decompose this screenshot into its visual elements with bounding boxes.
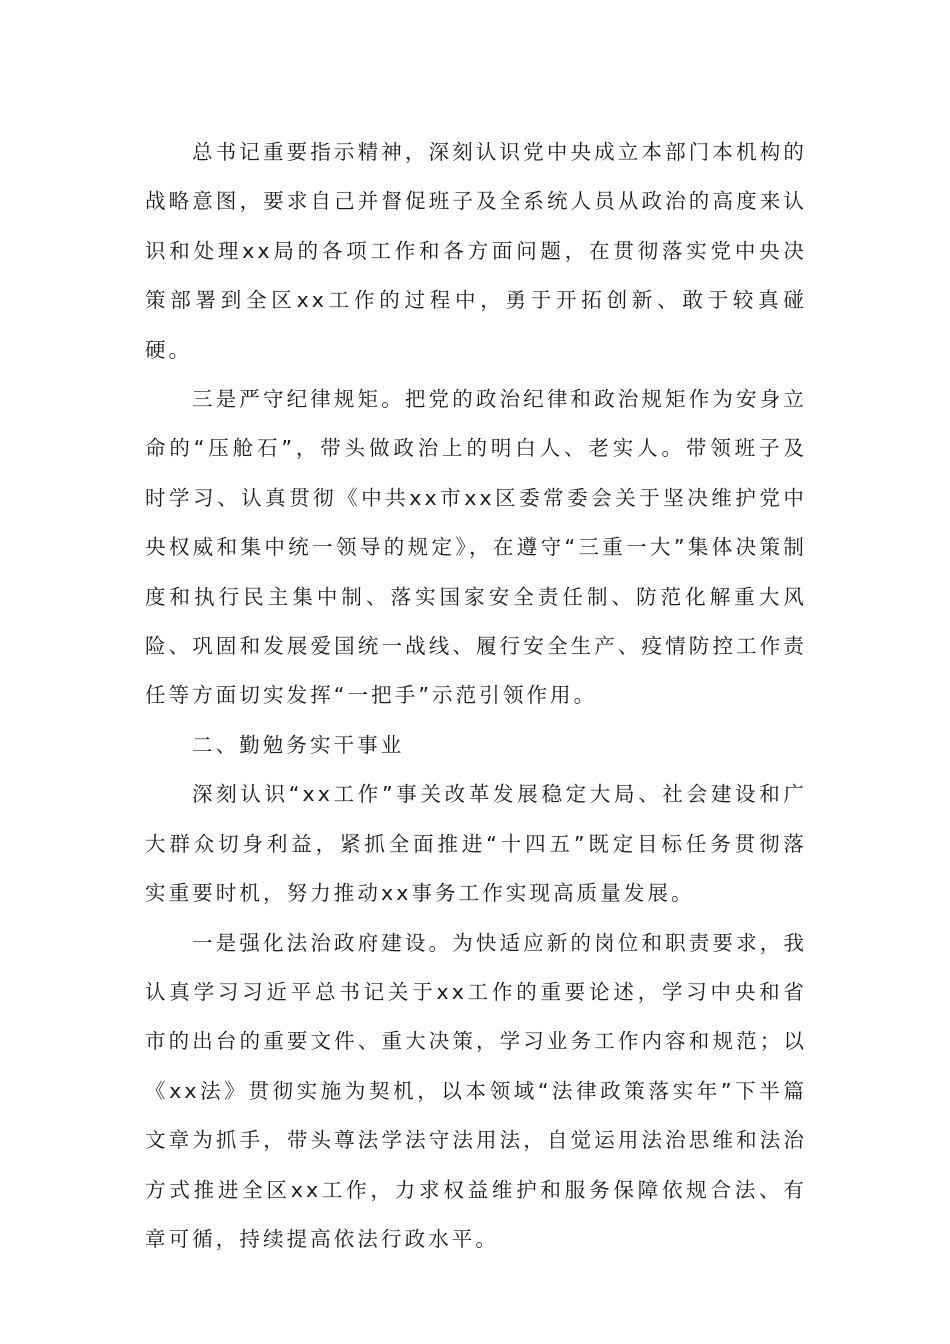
paragraph-discipline-rules: 三是严守纪律规矩。把党的政治纪律和政治规矩作为安身立命的“压舱石”，带头做政治上的明白人、老实人。带领班子及时学习、认真贯彻《中共xx市xx区委常委会关于坚决维护党中央权威和集中统一领导的规定》，在遵守“三重一大”集体决策制度和执行民主集中制、落实国家安全责任制、防范化解重大风险、巩固和发展爱国统一战线、履行安全生产、疫情防控工作责任等方面切实发挥“一把手”示范引领作用。 xyxy=(145,387,807,708)
paragraph-rule-of-law: 一是强化法治政府建设。为快适应新的岗位和职责要求，我认真学习习近平总书记关于xx工作的重要论述，学习中央和省市的出台的重要文件、重大决策，学习业务工作内容和规范；以《xx法》贯彻实施为契机，以本领域“法律政策落实年”下半篇文章为抓手，带头尊法学法守法用法，自觉运用法治思维和法治方式推进全区xx工作，力求权益维护和服务保障依规合法、有章可循，持续提高依法行政水平。 xyxy=(145,930,807,1251)
document-body xyxy=(145,128,807,1264)
paragraph-deep-understanding: 深刻认识“xx工作”事关改革发展稳定大局、社会建设和广大群众切身利益，紧抓全面推进“十四五”既定目标任务贯彻落实重要时机，努力推动xx事务工作实现高质量发展。 xyxy=(145,782,807,906)
section-heading-diligent-work: 二、勤勉务实干事业 xyxy=(192,732,405,757)
paragraph-continuation: 总书记重要指示精神，深刻认识党中央成立本部门本机构的战略意图，要求自己并督促班子及全系统人员从政治的高度来认识和处理xx局的各项工作和各方面问题，在贯彻落实党中央决策部署到全区xx工作的过程中，勇于开拓创新、敢于较真碰硬。 xyxy=(145,140,807,362)
